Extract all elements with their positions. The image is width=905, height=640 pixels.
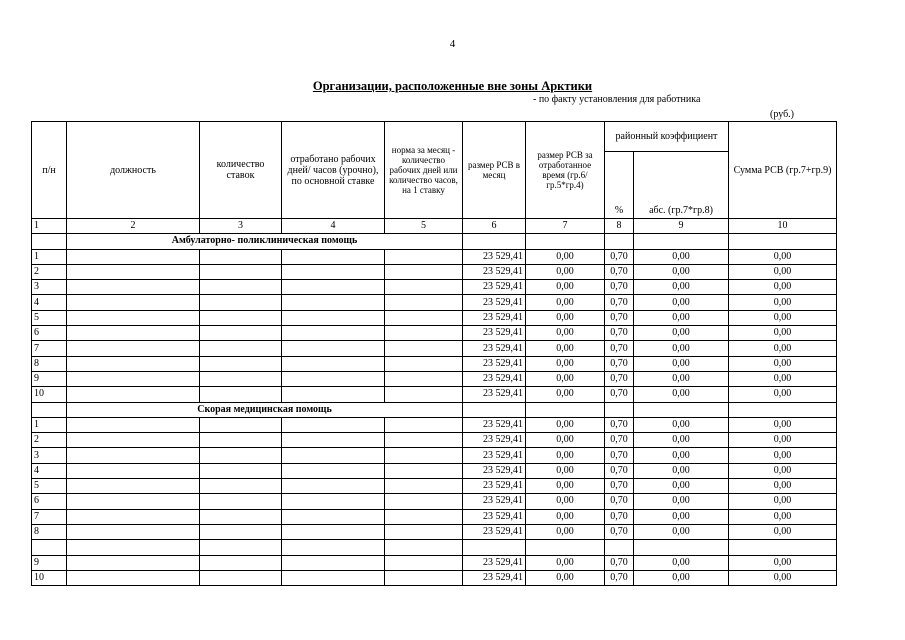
table-row [32,570,837,585]
cell-num: 2 [32,433,67,448]
cell-worked [282,555,385,570]
cell-num: 7 [32,341,67,356]
table-row [32,417,837,432]
cell-rsv-worked: 0,00 [526,371,605,386]
column-number: 7 [526,219,605,234]
cell-worked [282,264,385,279]
cell-rates [200,540,282,555]
cell-rsv: 23 529,41 [463,371,526,386]
cell-num: 8 [32,524,67,539]
cell-rsv-worked [526,402,605,417]
cell-pct [605,234,634,249]
table-row [32,249,837,264]
table-row [32,494,837,509]
cell-norm [385,341,463,356]
cell-rates [200,479,282,494]
cell-pct: 0,70 [605,371,634,386]
cell-pct: 0,70 [605,479,634,494]
column-number: 5 [385,219,463,234]
header-rsv-worked: размер РСВ за отработанное время (гр.6/гр.5*гр.4) [526,122,605,219]
cell-sum: 0,00 [729,570,837,585]
cell-sum: 0,00 [729,387,837,402]
cell-rsv: 23 529,41 [463,326,526,341]
cell-abs [634,402,729,417]
column-numbers-row [32,219,837,234]
header-regional: районный коэффициент [605,122,729,152]
cell-num: 10 [32,570,67,585]
cell-norm [385,494,463,509]
cell-rsv-worked: 0,00 [526,463,605,478]
cell-position [67,433,200,448]
cell-worked [282,387,385,402]
cell-sum: 0,00 [729,280,837,295]
cell-rates [200,326,282,341]
header-norm: норма за месяц - количество рабочих дней или количество часов, на 1 ставку [385,122,463,219]
cell-rates [200,280,282,295]
table-row [32,509,837,524]
cell-pct: 0,70 [605,463,634,478]
cell-pct: 0,70 [605,356,634,371]
cell-num: 5 [32,479,67,494]
cell-norm [385,524,463,539]
cell-abs [634,234,729,249]
cell-rates [200,341,282,356]
cell-sum [729,540,837,555]
cell-sum: 0,00 [729,417,837,432]
cell-worked [282,448,385,463]
cell-norm [385,326,463,341]
page-number: 4 [449,38,456,50]
cell-num: 4 [32,295,67,310]
cell-rates [200,494,282,509]
currency-unit: (руб.) [770,109,794,120]
cell-rsv-worked: 0,00 [526,264,605,279]
cell-sum: 0,00 [729,249,837,264]
cell-position [67,326,200,341]
table-row [32,356,837,371]
cell-abs: 0,00 [634,295,729,310]
cell-rates [200,371,282,386]
cell-rsv: 23 529,41 [463,310,526,325]
cell-position [67,295,200,310]
cell-norm [385,509,463,524]
cell-abs: 0,00 [634,387,729,402]
cell-position [67,494,200,509]
cell-position [67,264,200,279]
cell-rsv: 23 529,41 [463,264,526,279]
cell-norm [385,479,463,494]
cell-worked [282,433,385,448]
cell-sum: 0,00 [729,326,837,341]
header-rates: количество ставок [200,122,282,219]
cell-pct: 0,70 [605,570,634,585]
cell-sum: 0,00 [729,341,837,356]
cell-worked [282,479,385,494]
header-num: п/н [32,122,67,219]
cell-pct: 0,70 [605,494,634,509]
cell-pct: 0,70 [605,264,634,279]
cell-position [67,555,200,570]
cell-worked [282,295,385,310]
cell-rsv: 23 529,41 [463,433,526,448]
cell-pct: 0,70 [605,509,634,524]
table-row [32,555,837,570]
document-title: Организации, расположенные вне зоны Арктики [312,79,593,93]
cell-rsv-worked: 0,00 [526,524,605,539]
cell-pct: 0,70 [605,524,634,539]
cell-rsv-worked: 0,00 [526,326,605,341]
section-header-row [32,402,837,417]
cell-worked [282,326,385,341]
cell-sum: 0,00 [729,494,837,509]
cell-rsv: 23 529,41 [463,570,526,585]
cell-abs: 0,00 [634,448,729,463]
cell-abs: 0,00 [634,280,729,295]
cell-num: 7 [32,509,67,524]
table-row [32,341,837,356]
cell-rates [200,249,282,264]
cell-rsv: 23 529,41 [463,387,526,402]
cell-rsv: 23 529,41 [463,295,526,310]
cell-abs: 0,00 [634,494,729,509]
table-row [32,524,837,539]
rsv-table [31,121,837,586]
cell-position [67,249,200,264]
cell-sum [729,234,837,249]
table-row [32,463,837,478]
cell-rsv: 23 529,41 [463,494,526,509]
column-number: 8 [605,219,634,234]
cell-worked [282,524,385,539]
cell-abs: 0,00 [634,463,729,478]
cell-sum: 0,00 [729,264,837,279]
cell-worked [282,417,385,432]
cell-rsv-worked: 0,00 [526,509,605,524]
cell-pct [605,402,634,417]
cell-norm [385,310,463,325]
cell-rsv: 23 529,41 [463,249,526,264]
header-pct: % [605,152,634,219]
column-number: 4 [282,219,385,234]
cell-position [67,280,200,295]
cell-num: 8 [32,356,67,371]
cell-sum: 0,00 [729,448,837,463]
cell-position [67,509,200,524]
cell-abs: 0,00 [634,264,729,279]
table-row [32,326,837,341]
cell-abs: 0,00 [634,341,729,356]
table-row [32,310,837,325]
cell-rsv-worked [526,234,605,249]
cell-pct: 0,70 [605,387,634,402]
cell-worked [282,463,385,478]
cell-rates [200,570,282,585]
cell-norm [385,371,463,386]
cell-position [67,540,200,555]
cell-position [67,356,200,371]
header-worked: отработано рабочих дней/ часов (урочно), по основной ставке [282,122,385,219]
cell-sum: 0,00 [729,433,837,448]
header-sum: Сумма РСВ (гр.7+гр.9) [729,122,837,219]
cell-norm [385,570,463,585]
cell-num [32,234,67,249]
table-row [32,448,837,463]
cell-sum [729,402,837,417]
cell-worked [282,509,385,524]
cell-num: 6 [32,326,67,341]
cell-rates [200,264,282,279]
header-position: должность [67,122,200,219]
cell-rsv-worked: 0,00 [526,295,605,310]
cell-rates [200,295,282,310]
cell-norm [385,295,463,310]
column-number: 6 [463,219,526,234]
cell-num: 1 [32,417,67,432]
cell-sum: 0,00 [729,295,837,310]
cell-num: 10 [32,387,67,402]
table-row [32,479,837,494]
cell-abs: 0,00 [634,310,729,325]
cell-worked [282,570,385,585]
cell-position [67,310,200,325]
cell-num: 2 [32,264,67,279]
cell-norm [385,387,463,402]
cell-abs: 0,00 [634,555,729,570]
cell-rates [200,387,282,402]
table-row [32,371,837,386]
column-number: 9 [634,219,729,234]
cell-worked [282,494,385,509]
cell-sum: 0,00 [729,356,837,371]
cell-num: 5 [32,310,67,325]
cell-abs: 0,00 [634,479,729,494]
cell-pct [605,540,634,555]
cell-rates [200,509,282,524]
cell-abs: 0,00 [634,524,729,539]
cell-rsv-worked: 0,00 [526,433,605,448]
cell-pct: 0,70 [605,280,634,295]
document-subtitle: - по факту установления для работника [533,94,701,105]
cell-rates [200,356,282,371]
cell-norm [385,280,463,295]
cell-num: 3 [32,448,67,463]
cell-num [32,540,67,555]
cell-pct: 0,70 [605,341,634,356]
cell-position [67,463,200,478]
cell-abs: 0,00 [634,356,729,371]
cell-norm [385,463,463,478]
cell-rsv: 23 529,41 [463,524,526,539]
cell-worked [282,280,385,295]
column-number: 3 [200,219,282,234]
cell-rsv-worked: 0,00 [526,494,605,509]
cell-rsv-worked: 0,00 [526,356,605,371]
cell-pct: 0,70 [605,448,634,463]
cell-norm [385,555,463,570]
cell-sum: 0,00 [729,479,837,494]
column-number: 2 [67,219,200,234]
cell-position [67,570,200,585]
cell-position [67,371,200,386]
column-number: 10 [729,219,837,234]
cell-rsv-worked: 0,00 [526,570,605,585]
cell-norm [385,540,463,555]
cell-norm [385,356,463,371]
cell-rsv-worked: 0,00 [526,249,605,264]
cell-rsv-worked: 0,00 [526,555,605,570]
cell-pct: 0,70 [605,326,634,341]
cell-position [67,479,200,494]
cell-rsv: 23 529,41 [463,448,526,463]
cell-worked [282,310,385,325]
cell-rsv [463,540,526,555]
cell-num: 9 [32,371,67,386]
cell-norm [385,264,463,279]
cell-rates [200,310,282,325]
cell-num: 3 [32,280,67,295]
cell-num: 9 [32,555,67,570]
cell-position [67,524,200,539]
section-title: Скорая медицинская помощь [67,402,463,417]
cell-rates [200,433,282,448]
cell-abs: 0,00 [634,326,729,341]
cell-rsv [463,402,526,417]
cell-abs: 0,00 [634,509,729,524]
cell-position [67,387,200,402]
cell-rsv [463,234,526,249]
cell-num: 6 [32,494,67,509]
cell-position [67,417,200,432]
table-row [32,540,837,555]
cell-sum: 0,00 [729,509,837,524]
cell-pct: 0,70 [605,433,634,448]
cell-pct: 0,70 [605,555,634,570]
cell-rates [200,448,282,463]
table-row [32,387,837,402]
cell-rsv-worked: 0,00 [526,387,605,402]
cell-abs: 0,00 [634,371,729,386]
cell-rsv: 23 529,41 [463,280,526,295]
cell-sum: 0,00 [729,524,837,539]
header-rsv-month: размер РСВ в месяц [463,122,526,219]
cell-rsv-worked: 0,00 [526,341,605,356]
cell-rates [200,524,282,539]
cell-rsv: 23 529,41 [463,341,526,356]
table-row [32,280,837,295]
cell-norm [385,433,463,448]
cell-rsv: 23 529,41 [463,417,526,432]
cell-sum: 0,00 [729,371,837,386]
cell-rates [200,555,282,570]
cell-norm [385,448,463,463]
cell-worked [282,249,385,264]
cell-rsv: 23 529,41 [463,509,526,524]
cell-rsv: 23 529,41 [463,356,526,371]
cell-pct: 0,70 [605,417,634,432]
cell-rates [200,463,282,478]
cell-position [67,341,200,356]
column-number: 1 [32,219,67,234]
table-row [32,264,837,279]
cell-sum: 0,00 [729,463,837,478]
cell-pct: 0,70 [605,310,634,325]
section-title: Амбулаторно- поликлиническая помощь [67,234,463,249]
cell-abs: 0,00 [634,417,729,432]
cell-rsv-worked: 0,00 [526,448,605,463]
cell-worked [282,540,385,555]
cell-pct: 0,70 [605,249,634,264]
cell-worked [282,371,385,386]
cell-abs [634,540,729,555]
cell-abs: 0,00 [634,433,729,448]
cell-num: 1 [32,249,67,264]
cell-abs: 0,00 [634,570,729,585]
cell-norm [385,417,463,432]
cell-rsv: 23 529,41 [463,463,526,478]
cell-pct: 0,70 [605,295,634,310]
cell-rsv-worked: 0,00 [526,310,605,325]
cell-sum: 0,00 [729,555,837,570]
table-row [32,433,837,448]
cell-abs: 0,00 [634,249,729,264]
cell-worked [282,341,385,356]
cell-rsv: 23 529,41 [463,555,526,570]
cell-rsv-worked: 0,00 [526,417,605,432]
header-abs: абс. (гр.7*гр.8) [634,152,729,219]
cell-position [67,448,200,463]
cell-rsv-worked: 0,00 [526,280,605,295]
table-row [32,295,837,310]
cell-num: 4 [32,463,67,478]
cell-sum: 0,00 [729,310,837,325]
cell-worked [282,356,385,371]
section-header-row [32,234,837,249]
cell-rates [200,417,282,432]
cell-rsv-worked [526,540,605,555]
cell-rsv: 23 529,41 [463,479,526,494]
cell-rsv-worked: 0,00 [526,479,605,494]
cell-num [32,402,67,417]
cell-norm [385,249,463,264]
